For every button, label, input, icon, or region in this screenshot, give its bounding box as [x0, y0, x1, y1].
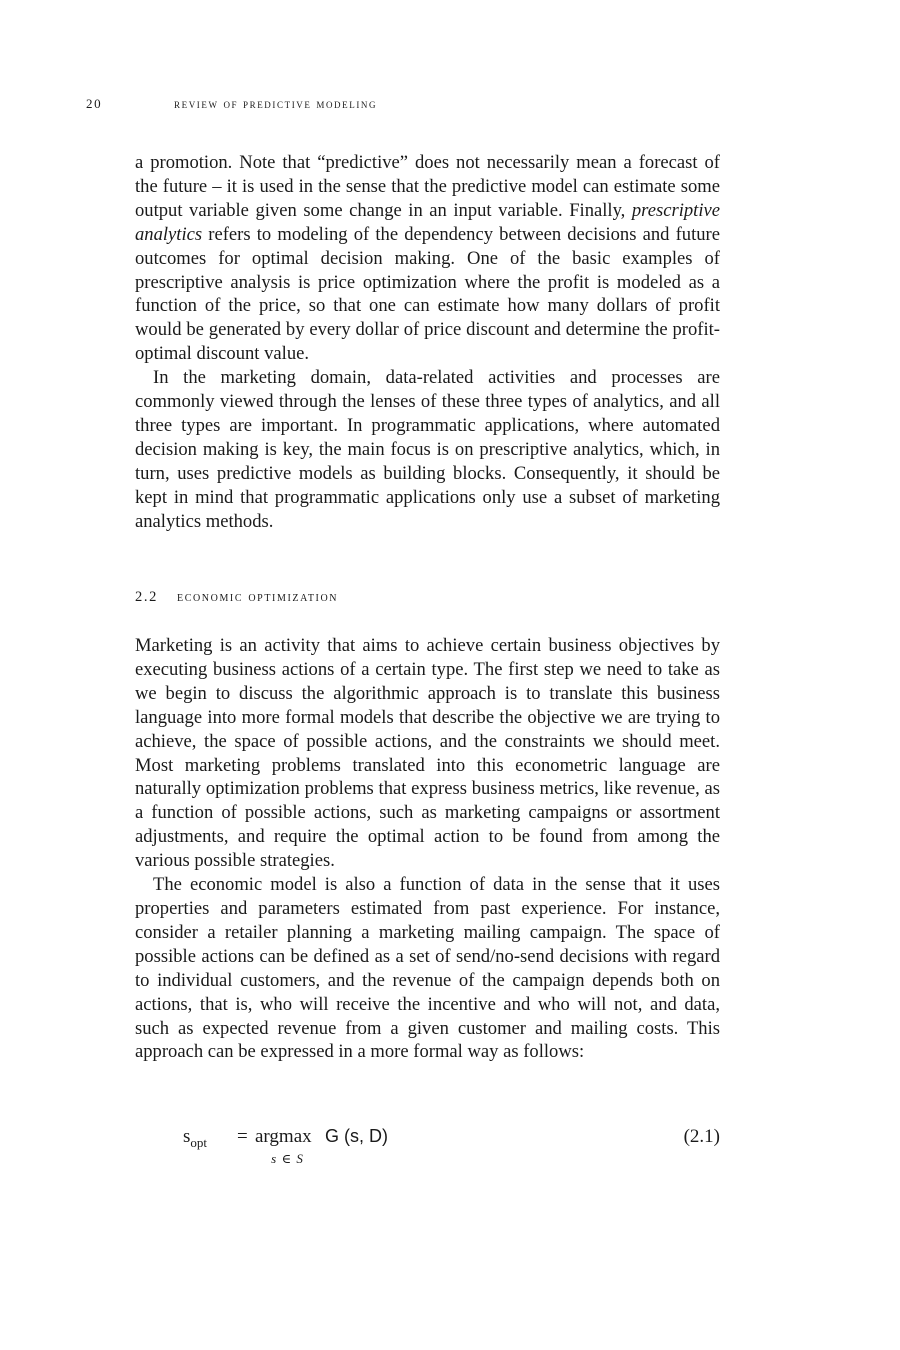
body-text-block-2	[135, 634, 720, 1064]
equation-function: G (s, D)	[325, 1126, 388, 1146]
equation-equals: =	[237, 1126, 248, 1147]
paragraph: Marketing is an activity that aims to achieve certain business objectives by executing business actions of a certain type. The first step we need to take as we begin to discuss the algorithmic approach is to translate this business language into more formal models that describe the objective we are trying to achieve, the space of possible actions, and the constraints we should meet. Most marketing problems translated into this econometric language are naturally optimization problems that express business metrics, like revenue, as a function of possible actions, such as marketing campaigns or assortment adjustments, and require the optimal action to be found from among the various possible strategies.	[135, 635, 720, 872]
section-title: economic optimization	[177, 589, 339, 605]
body-text-block-1	[135, 151, 720, 534]
equation-operator: argmax	[255, 1126, 312, 1147]
equation-variable: s	[183, 1126, 191, 1147]
text-run: a promotion. Note that “predictive” does not necessarily mean a forecast of the future – it is used in the sense that the predictive model can estimate some output variable given some change in an input variable. Finally,	[135, 152, 720, 221]
equation	[183, 1126, 720, 1170]
running-head	[86, 96, 720, 116]
equation-number: (2.1)	[683, 1126, 720, 1147]
section-heading	[135, 589, 338, 606]
page-number: 20	[86, 96, 103, 111]
paragraph: In the marketing domain, data-related activities and processes are commonly viewed through the lenses of these three types of analytics, and all three types are important. In programmatic applications, where automated decision making is key, the main focus is on prescriptive analytics, which, in turn, uses predictive models as building blocks. Consequently, it should be kept in mind that programmatic applications only use a subset of marketing analytics methods.	[135, 367, 720, 532]
text-run: refers to modeling of the dependency between decisions and future outcomes for optimal decision making. One of the basic examples of prescriptive analysis is price optimization where the profit is modeled as a function of the price, so that one can estimate how many dollars of profit would be generated by every dollar of price discount and determine the profit-optimal discount value.	[135, 223, 720, 365]
section-number: 2.2	[135, 589, 158, 605]
equation-subscript: opt	[190, 1135, 208, 1150]
equation-lhs	[183, 1126, 207, 1148]
emphasis-term: prescriptive analytics	[135, 199, 720, 245]
paragraph: The economic model is also a function of data in the sense that it uses properties and parameters estimated from past experience. For instance, consider a retailer planning a marketing mailing campaign. The space of possible actions can be defined as a set of send/no-send decisions with regard to individual customers, and the revenue of the campaign depends both on actions, that is, who will receive the incentive and who will not, and data, such as expected revenue from a given customer and mailing costs. This approach can be expressed in a more formal way as follows:	[135, 874, 720, 1063]
equation-operator-subscript: s ∈ S	[271, 1151, 303, 1166]
running-head-title: review of predictive modeling	[174, 96, 378, 111]
paragraph	[135, 151, 720, 366]
